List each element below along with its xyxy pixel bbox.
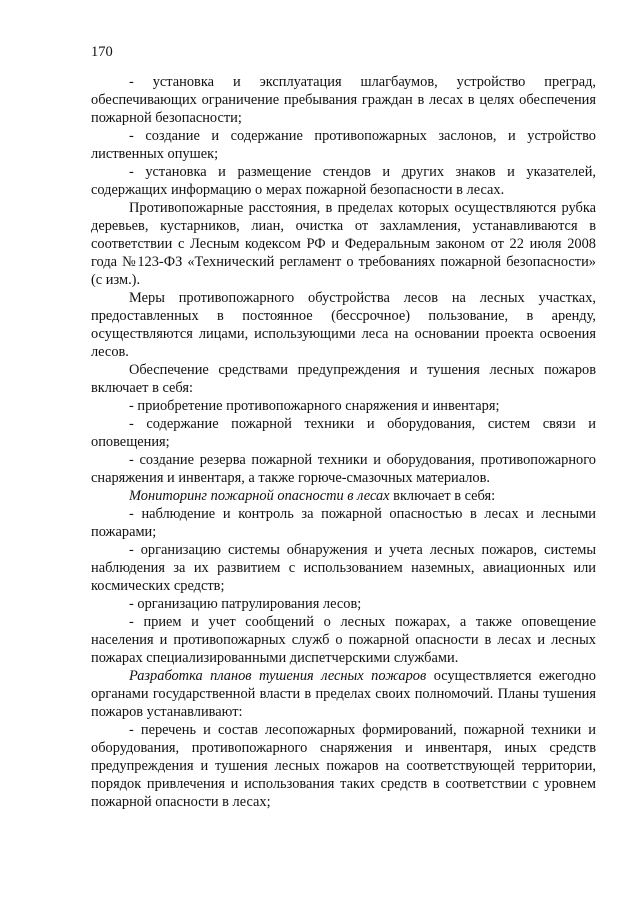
- paragraph-monitoring: Мониторинг пожарной опасности в лесах включает в себя:: [129, 488, 496, 504]
- paragraph-list-item: - создание и содержание противопожарных заслонов, и устройство лиственных опушек;: [91, 128, 596, 162]
- paragraph-list-item: - наблюдение и контроль за пожарной опасностью в лесах и лесными пожарами;: [91, 506, 596, 540]
- paragraph-plans: Разработка планов тушения лесных пожаров осуществляется ежегодно органами государственной власти в пределах своих полномочий. Планы тушения пожаров устанавливают:: [91, 668, 596, 720]
- paragraph: Обеспечение средствами предупреждения и тушения лесных пожаров включает в себя:: [91, 362, 596, 396]
- body-text: [91, 73, 596, 811]
- paragraph-list-item: - перечень и состав лесопожарных формирований, пожарной техники и оборудования, противопожарного снаряжения и инвентаря, иных средств предупреждения и тушения лесных пожаров на соответствующей территории, порядок привлечения и использования таких средств в соответствии с уровнем пожарной опасности в лесах;: [91, 722, 596, 810]
- italic-term: Разработка планов тушения лесных пожаров: [129, 668, 427, 684]
- paragraph-list-item: - приобретение противопожарного снаряжения и инвентаря;: [129, 398, 500, 414]
- italic-term: Мониторинг пожарной опасности в лесах: [129, 488, 390, 504]
- paragraph-list-item: - прием и учет сообщений о лесных пожарах, а также оповещение населения и противопожарных служб о пожарной опасности в лесах и лесных пожарах специализированными диспетчерскими службами.: [91, 614, 596, 666]
- paragraph-list-item: - установка и размещение стендов и других знаков и указателей, содержащих информацию о мерах пожарной безопасности в лесах.: [91, 164, 596, 198]
- page-number: 170: [91, 44, 113, 60]
- paragraph-list-item: - установка и эксплуатация шлагбаумов, устройство преград, обеспечивающих ограничение пребывания граждан в лесах в целях обеспечения пожарной безопасности;: [91, 74, 596, 126]
- paragraph-list-item: - организацию системы обнаружения и учета лесных пожаров, системы наблюдения за их развитием с использованием наземных, авиационных или космических средств;: [91, 542, 596, 594]
- paragraph-list-item: - содержание пожарной техники и оборудования, систем связи и оповещения;: [91, 416, 596, 450]
- paragraph: Меры противопожарного обустройства лесов на лесных участках, предоставленных в постоянное (бессрочное) пользование, в аренду, осуществляются лицами, использующими леса на основании проекта освоения лесов.: [91, 290, 596, 360]
- paragraph: Противопожарные расстояния, в пределах которых осуществляются рубка деревьев, кустарников, лиан, очистка от захламления, устанавливаются в соответствии с Лесным кодексом РФ и Федеральным законом от 22 июля 2008 года №123-ФЗ «Технический регламент о требованиях пожарной безопасности» (с изм.).: [91, 200, 596, 288]
- paragraph-list-item: - организацию патрулирования лесов;: [129, 596, 362, 612]
- paragraph-list-item: - создание резерва пожарной техники и оборудования, противопожарного снаряжения и инвентаря, а также горюче-смазочных материалов.: [91, 452, 596, 486]
